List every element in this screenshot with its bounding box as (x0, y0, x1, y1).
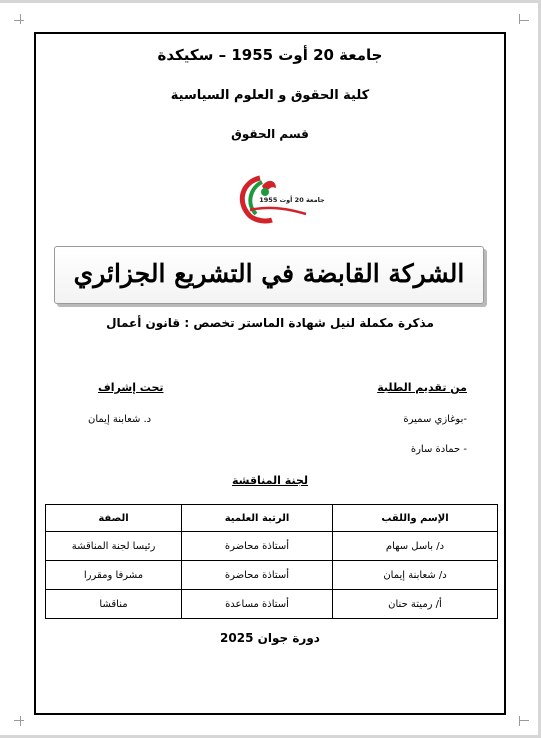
committee-table (45, 504, 498, 619)
session-date: دورة جوان 2025 (220, 631, 320, 645)
supervision-heading: تحت إشراف (98, 381, 164, 394)
member-name: د/ باسل سهام (333, 532, 498, 561)
crop-mark (20, 716, 21, 726)
student-name: - حمادة سارة (410, 444, 467, 455)
committee-heading: لجنة المناقشة (231, 474, 308, 487)
logo-lettering: جامعة 20 أوت 1955 (259, 196, 325, 204)
supervisor-name: د. شعابنة إيمان (88, 414, 152, 425)
member-rank: أستاذة مساعدة (182, 590, 333, 619)
student-name: -بوغازي سميرة (403, 414, 467, 425)
crop-mark (14, 20, 24, 21)
member-role: رئيسا لجنة المناقشة (46, 532, 182, 561)
column-header-rank: الرتبة العلمية (182, 505, 333, 532)
crop-mark (519, 14, 520, 24)
column-header-role: الصفة (46, 505, 182, 532)
crop-mark (519, 20, 529, 21)
thesis-title-box (54, 246, 484, 304)
thesis-subtitle: مذكرة مكملة لنيل شهادة الماستر تخصص : قانون أعمال (106, 316, 434, 330)
page-edge-top (0, 0, 541, 3)
member-role: مناقشا (46, 590, 182, 619)
member-rank: أستاذة محاضرة (182, 561, 333, 590)
logo-red-swoosh (250, 208, 306, 214)
crop-mark (519, 716, 520, 726)
member-name: أ/ رميتة حنان (333, 590, 498, 619)
table-header-row (46, 505, 498, 532)
member-rank: أستاذة محاضرة (182, 532, 333, 561)
department-name: قسم الحقوق (231, 127, 309, 141)
crop-mark (20, 14, 21, 24)
crop-mark (519, 720, 529, 721)
thesis-title: الشركة القابضة في التشريع الجزائري (73, 259, 465, 288)
member-name: د/ شعابنة إيمان (333, 561, 498, 590)
faculty-name: كلية الحقوق و العلوم السياسية (170, 88, 370, 103)
university-logo (232, 172, 325, 224)
column-header-name: الإسم واللقب (333, 505, 498, 532)
table-row (46, 561, 498, 590)
member-role: مشرفا ومقررا (46, 561, 182, 590)
university-name: جامعة 20 أوت 1955 – سكيكدة (157, 46, 383, 64)
logo-green-dot (261, 188, 269, 196)
students-heading: من تقديم الطلبة (377, 381, 467, 394)
crop-mark (14, 720, 24, 721)
table-row (46, 590, 498, 619)
table-row (46, 532, 498, 561)
